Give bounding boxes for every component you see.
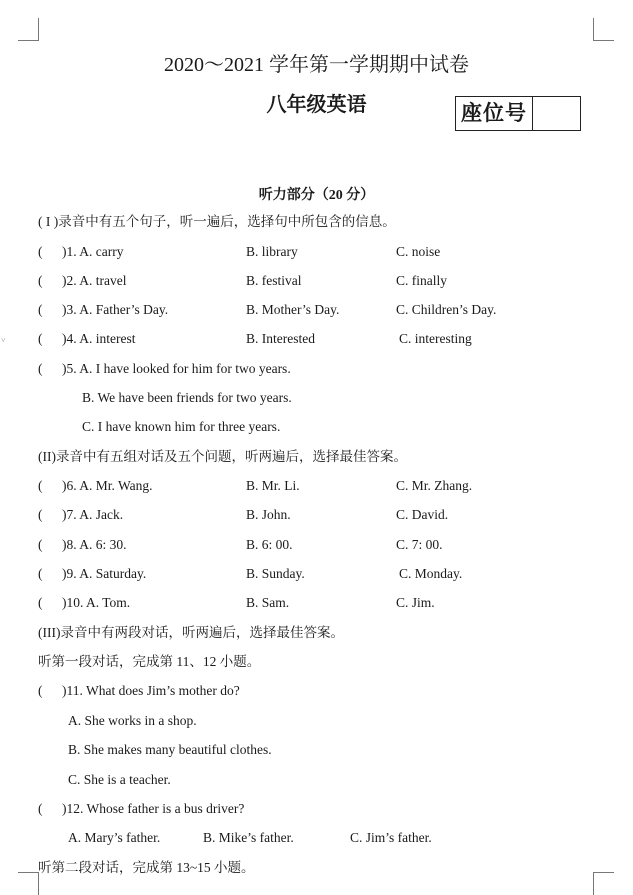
question-option-c: C. She is a teacher. [68,772,171,787]
answer-paren: ( [38,683,43,698]
question-stem: )12. Whose father is a bus driver? [62,801,245,816]
question-option-b: B. Mr. Li. [246,478,300,493]
question-option-c: C. Children’s Day. [396,302,497,317]
question-option-b: B. We have been friends for two years. [82,390,292,405]
question-option-a: A. She works in a shop. [68,713,197,728]
question-option-c: C. interesting [399,331,472,346]
question-option-c: C. Monday. [399,566,463,581]
part3-instruction: (III)录音中有两段对话，听两遍后，选择最佳答案。 [38,625,344,640]
question-option-b: B. library [246,244,298,259]
part1-instruction: ( I )录音中有五个句子，听一遍后，选择句中所包含的信息。 [38,214,396,229]
question-option-b: B. Sam. [246,595,290,610]
question-option-c: C. Jim’s father. [350,830,432,845]
margin-tick-mark: ˅ [1,336,6,345]
question-option-b: B. Sunday. [246,566,305,581]
answer-paren: ( [38,331,43,346]
question-option-a: )8. A. 6: 30. [62,537,127,552]
dialog2-instruction: 听第二段对话，完成第 13~15 小题。 [38,860,255,875]
question-option-a: )1. A. carry [62,244,124,259]
question-option-a: )9. A. Saturday. [62,566,147,581]
answer-paren: ( [38,507,43,522]
question-option-a: )2. A. travel [62,273,127,288]
question-option-c: C. Mr. Zhang. [396,478,473,493]
question-option-a: )5. A. I have looked for him for two years. [62,361,291,376]
question-option-c: C. David. [396,507,449,522]
question-option-b: B. Mother’s Day. [246,302,340,317]
exam-subtitle: 八年级英语 [266,94,367,116]
part2-instruction: (II)录音中有五组对话及五个问题，听两遍后，选择最佳答案。 [38,449,407,464]
dialog1-instruction: 听第一段对话，完成第 11、12 小题。 [38,654,261,669]
question-option-c: C. finally [396,273,447,288]
answer-paren: ( [38,801,43,816]
question-option-a: )3. A. Father’s Day. [62,302,169,317]
seat-number-box [455,96,581,131]
question-option-b: B. She makes many beautiful clothes. [68,742,272,757]
answer-paren: ( [38,273,43,288]
question-option-a: )7. A. Jack. [62,507,124,522]
question-option-c: C. 7: 00. [396,537,443,552]
crop-mark-top-left [18,18,39,41]
section-title: 听力部分（20 分） [258,188,375,203]
seat-number-label: 座位号 [456,97,533,130]
question-option-a: )10. A. Tom. [62,595,131,610]
answer-paren: ( [38,478,43,493]
question-option-b: B. 6: 00. [246,537,293,552]
question-stem: )11. What does Jim’s mother do? [62,683,240,698]
question-option-a: A. Mary’s father. [68,830,161,845]
answer-paren: ( [38,302,43,317]
question-option-b: B. Mike’s father. [203,830,294,845]
answer-paren: ( [38,566,43,581]
question-option-c: C. noise [396,244,441,259]
question-option-c: C. I have known him for three years. [82,419,281,434]
question-option-b: B. festival [246,273,302,288]
question-option-a: )4. A. interest [62,331,136,346]
question-option-c: C. Jim. [396,595,435,610]
exam-title: 2020～2021 学年第一学期期中试卷 [164,54,469,76]
question-option-b: B. Interested [246,331,315,346]
crop-mark-top-right [593,18,614,41]
question-option-a: )6. A. Mr. Wang. [62,478,153,493]
answer-paren: ( [38,244,43,259]
answer-paren: ( [38,537,43,552]
answer-paren: ( [38,595,43,610]
answer-paren: ( [38,361,43,376]
question-option-b: B. John. [246,507,291,522]
